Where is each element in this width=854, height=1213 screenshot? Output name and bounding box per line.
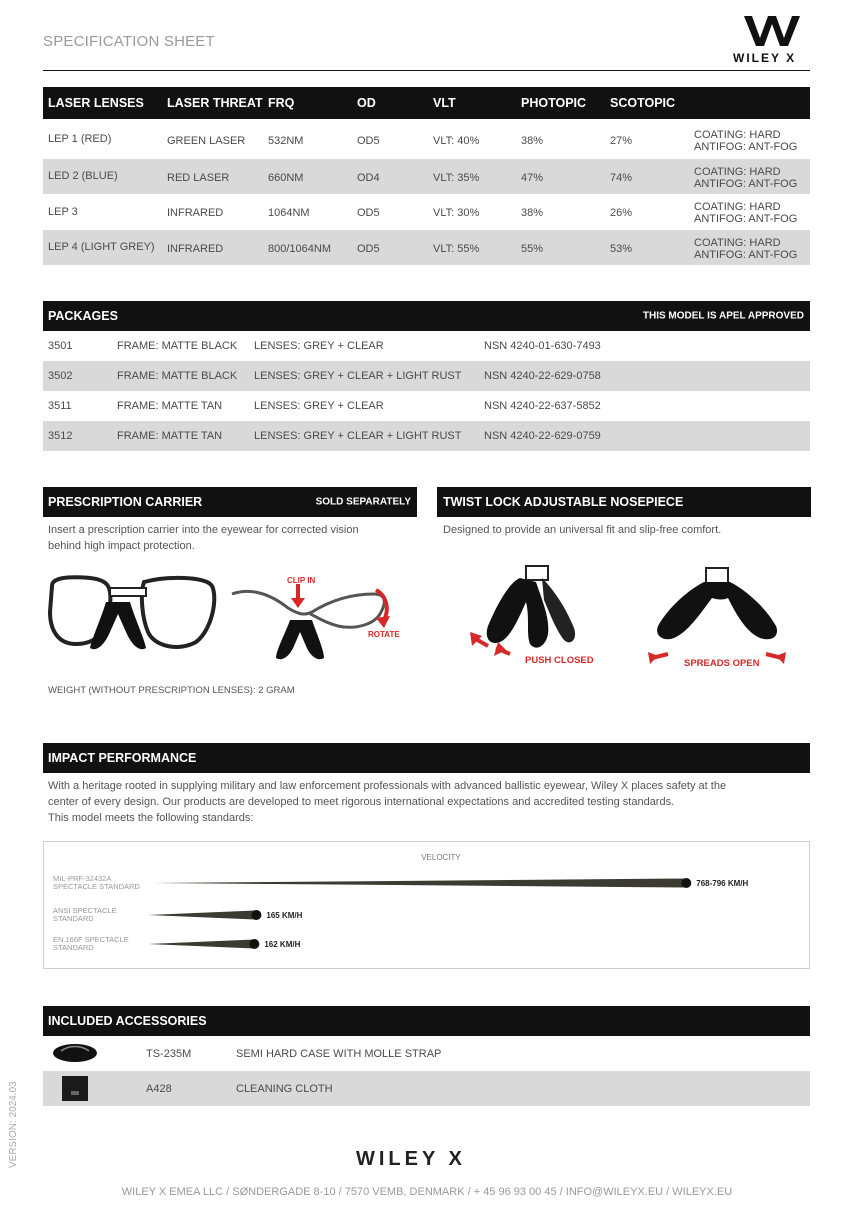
package-row xyxy=(43,421,810,451)
clip-in-illustration xyxy=(228,580,398,662)
accessories-header-bar xyxy=(43,1006,810,1036)
packages-title: PACKAGES xyxy=(48,309,118,323)
lens-coating: COATING: HARD xyxy=(694,166,781,178)
lens-coating: COATING: HARD xyxy=(694,201,781,213)
impact-text-line1: With a heritage rooted in supplying military and law enforcement professionals with advanced ballistic eyewear, Wiley X places safety at the xyxy=(48,780,727,792)
package-nsn: NSN 4240-22-629-0759 xyxy=(484,430,601,442)
velocity-series-label: EN.166F SPECTACLE xyxy=(53,935,129,944)
velocity-chart-svg xyxy=(44,842,809,968)
velocity-chart xyxy=(43,841,810,969)
velocity-value-label: 162 KM/H xyxy=(264,940,301,949)
lens-photopic: 47% xyxy=(521,172,544,184)
impact-header-bar xyxy=(43,743,810,773)
version-label: VERSION: 2024.03 xyxy=(8,1081,19,1168)
package-frame: FRAME: MATTE BLACK xyxy=(117,340,238,352)
nosepiece-desc: Designed to provide an universal fit and slip-free comfort. xyxy=(443,524,722,536)
col-photopic: PHOTOPIC xyxy=(521,96,587,110)
velocity-bar xyxy=(148,911,256,920)
velocity-bar-end-dot xyxy=(249,939,259,949)
lens-scotopic: 74% xyxy=(610,172,633,184)
package-lenses: LENSES: GREY + CLEAR xyxy=(254,340,384,352)
package-row xyxy=(43,361,810,391)
col-vlt: VLT xyxy=(433,96,456,110)
lens-vlt: VLT: 30% xyxy=(433,207,480,219)
velocity-chart-title: VELOCITY xyxy=(421,853,461,862)
package-code: 3502 xyxy=(48,370,73,382)
lens-antifog: ANTIFOG: ANT-FOG xyxy=(694,249,798,261)
footer-address: WILEY X EMEA LLC / SØNDERGADE 8-10 / 7570 VEMB, DENMARK / + 45 96 93 00 45 / INFO@WILEYX.EU / WILEYX.EU xyxy=(121,1186,733,1198)
wileyx-logo-icon xyxy=(742,12,802,48)
lens-frq: 532NM xyxy=(268,135,304,147)
lens-row xyxy=(43,230,810,265)
impact-title: IMPACT PERFORMANCE xyxy=(48,751,197,765)
lens-row xyxy=(43,194,810,230)
semi-hard-case-icon xyxy=(51,1041,99,1065)
impact-text-line3: This model meets the following standards: xyxy=(48,812,254,824)
lens-scotopic: 27% xyxy=(610,135,633,147)
lens-frq: 1064NM xyxy=(268,207,310,219)
accessory-desc: SEMI HARD CASE WITH MOLLE STRAP xyxy=(236,1047,442,1060)
lens-photopic: 38% xyxy=(521,135,544,147)
col-laser-lenses: LASER LENSES xyxy=(48,96,144,110)
lens-threat: GREEN LASER xyxy=(167,135,246,147)
clip-in-label: CLIP IN xyxy=(287,576,316,585)
package-code: 3512 xyxy=(48,430,73,442)
nosepiece-header-bar xyxy=(437,487,811,517)
carrier-weight: WEIGHT (WITHOUT PRESCRIPTION LENSES): 2 GRAM xyxy=(48,685,295,696)
accessory-row xyxy=(43,1071,810,1106)
accessories-title: INCLUDED ACCESSORIES xyxy=(48,1014,207,1028)
package-code: 3511 xyxy=(48,400,72,412)
col-od: OD xyxy=(357,96,376,110)
velocity-bar xyxy=(154,879,686,888)
lens-frq: 800/1064NM xyxy=(268,243,331,255)
impact-text-line2: center of every design. Our products are developed to meet rigorous international expectations and accredited testing standards. xyxy=(48,796,675,808)
spreads-open-label: SPREADS OPEN xyxy=(684,658,760,669)
push-closed-illustration xyxy=(470,562,590,662)
package-lenses: LENSES: GREY + CLEAR + LIGHT RUST xyxy=(254,430,462,442)
lens-coating: COATING: HARD xyxy=(694,129,781,141)
lens-name: LED 2 (BLUE) xyxy=(48,170,118,182)
lens-row xyxy=(43,119,810,159)
lens-vlt: VLT: 55% xyxy=(433,243,480,255)
lens-scotopic: 26% xyxy=(610,207,633,219)
lens-od: OD5 xyxy=(357,243,380,255)
package-frame: FRAME: MATTE TAN xyxy=(117,430,223,442)
header-divider xyxy=(43,70,810,71)
velocity-series-label: STANDARD xyxy=(53,943,94,952)
velocity-series-label: SPECTACLE STANDARD xyxy=(53,882,140,891)
lens-od: OD4 xyxy=(357,172,380,184)
prescription-title: PRESCRIPTION CARRIER xyxy=(48,495,203,509)
apel-approved-label: THIS MODEL IS APEL APPROVED xyxy=(642,310,804,322)
lens-coating: COATING: HARD xyxy=(694,237,781,249)
lens-scotopic: 53% xyxy=(610,243,633,255)
velocity-value-label: 768-796 KM/H xyxy=(696,879,749,888)
package-nsn: NSN 4240-22-637-5852 xyxy=(484,400,601,412)
lens-name: LEP 4 (LIGHT GREY) xyxy=(48,241,155,253)
package-nsn: NSN 4240-22-629-0758 xyxy=(484,370,601,382)
lens-name: LEP 1 (RED) xyxy=(48,133,112,145)
spreads-open-illustration xyxy=(648,560,788,664)
package-code: 3501 xyxy=(48,340,73,352)
footer-logo-text: WILEY X xyxy=(356,1148,466,1170)
velocity-series-label: MIL-PRF-32432A xyxy=(53,874,112,883)
velocity-bar xyxy=(148,940,254,949)
lens-od: OD5 xyxy=(357,207,380,219)
accessory-code: A428 xyxy=(146,1082,172,1095)
col-laser-threat: LASER THREAT xyxy=(167,96,263,110)
col-frq: FRQ xyxy=(268,96,295,110)
lens-antifog: ANTIFOG: ANT-FOG xyxy=(694,178,798,190)
packages-header-bar xyxy=(43,301,810,331)
velocity-series-label: STANDARD xyxy=(53,914,94,923)
nosepiece-title: TWIST LOCK ADJUSTABLE NOSEPIECE xyxy=(443,495,684,509)
lens-frq: 660NM xyxy=(268,172,304,184)
header-logo-text: WILEY X xyxy=(733,51,797,65)
package-nsn: NSN 4240-01-630-7493 xyxy=(484,340,601,352)
lens-photopic: 55% xyxy=(521,243,544,255)
lens-threat: RED LASER xyxy=(167,172,230,184)
lens-name: LEP 3 xyxy=(48,206,78,218)
lens-antifog: ANTIFOG: ANT-FOG xyxy=(694,213,798,225)
lens-vlt: VLT: 40% xyxy=(433,135,480,147)
push-closed-label: PUSH CLOSED xyxy=(525,655,594,666)
prescription-desc-line2: behind high impact protection. xyxy=(48,540,195,552)
velocity-value-label: 165 KM/H xyxy=(266,911,303,920)
lens-threat: INFRARED xyxy=(167,243,224,255)
velocity-bar-end-dot xyxy=(251,910,261,920)
rotate-label: ROTATE xyxy=(368,630,400,639)
lens-threat: INFRARED xyxy=(167,207,224,219)
accessory-row xyxy=(43,1036,810,1071)
sold-separately-badge: SOLD SEPARATELY xyxy=(315,496,411,508)
lens-row xyxy=(43,159,810,194)
prescription-header-bar xyxy=(43,487,417,517)
package-lenses: LENSES: GREY + CLEAR xyxy=(254,400,384,412)
lenses-header-bar xyxy=(43,87,810,119)
lens-antifog: ANTIFOG: ANT-FOG xyxy=(694,141,798,153)
cleaning-cloth-icon xyxy=(61,1075,89,1102)
accessory-desc: CLEANING CLOTH xyxy=(236,1082,333,1095)
lens-od: OD5 xyxy=(357,135,380,147)
page-title: SPECIFICATION SHEET xyxy=(43,33,215,50)
velocity-series-label: ANSI SPECTACLE xyxy=(53,906,117,915)
velocity-bar-end-dot xyxy=(681,878,691,888)
package-lenses: LENSES: GREY + CLEAR + LIGHT RUST xyxy=(254,370,462,382)
package-frame: FRAME: MATTE BLACK xyxy=(117,370,238,382)
col-scotopic: SCOTOPIC xyxy=(610,96,676,110)
package-row xyxy=(43,331,810,361)
package-frame: FRAME: MATTE TAN xyxy=(117,400,223,412)
package-row xyxy=(43,391,810,421)
accessory-code: TS-235M xyxy=(146,1047,192,1060)
lens-photopic: 38% xyxy=(521,207,544,219)
prescription-carrier-illustration xyxy=(46,572,221,657)
lens-vlt: VLT: 35% xyxy=(433,172,480,184)
prescription-desc-line1: Insert a prescription carrier into the eyewear for corrected vision xyxy=(48,524,359,536)
